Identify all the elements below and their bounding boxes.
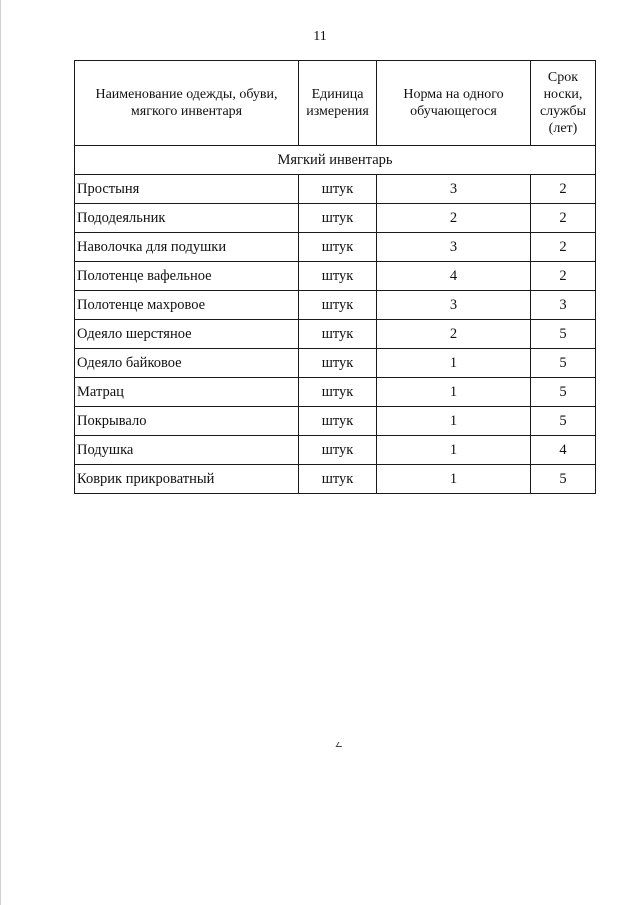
cell-unit: штук bbox=[299, 320, 377, 349]
table-row bbox=[75, 233, 596, 262]
cell-term: 4 bbox=[531, 436, 596, 465]
cell-unit: штук bbox=[299, 233, 377, 262]
cell-item-name: Покрывало bbox=[75, 407, 299, 436]
cell-unit: штук bbox=[299, 262, 377, 291]
cell-item-name: Подушка bbox=[75, 436, 299, 465]
cell-item-name: Пододеяльник bbox=[75, 204, 299, 233]
cell-norm: 1 bbox=[377, 349, 531, 378]
cell-item-name: Одеяло шерстяное bbox=[75, 320, 299, 349]
cell-norm: 3 bbox=[377, 175, 531, 204]
cell-term: 5 bbox=[531, 320, 596, 349]
cell-item-name: Матрац bbox=[75, 378, 299, 407]
header-term: Срок носки, службы (лет) bbox=[531, 61, 596, 146]
cell-item-name: Коврик прикроватный bbox=[75, 465, 299, 494]
cell-unit: штук bbox=[299, 407, 377, 436]
table-row bbox=[75, 465, 596, 494]
cell-term: 3 bbox=[531, 291, 596, 320]
table-body bbox=[75, 146, 596, 494]
header-row bbox=[75, 61, 596, 146]
cell-term: 5 bbox=[531, 349, 596, 378]
table-row bbox=[75, 407, 596, 436]
table-header bbox=[75, 61, 596, 146]
table-row bbox=[75, 436, 596, 465]
cell-item-name: Одеяло байковое bbox=[75, 349, 299, 378]
cell-term: 2 bbox=[531, 175, 596, 204]
cell-unit: штук bbox=[299, 175, 377, 204]
cell-norm: 1 bbox=[377, 465, 531, 494]
cell-unit: штук bbox=[299, 465, 377, 494]
cell-term: 5 bbox=[531, 378, 596, 407]
cell-term: 5 bbox=[531, 407, 596, 436]
cell-item-name: Полотенце махровое bbox=[75, 291, 299, 320]
cell-term: 2 bbox=[531, 262, 596, 291]
cell-term: 2 bbox=[531, 233, 596, 262]
cell-unit: штук bbox=[299, 436, 377, 465]
cell-unit: штук bbox=[299, 204, 377, 233]
table-row bbox=[75, 175, 596, 204]
table-row bbox=[75, 378, 596, 407]
cell-norm: 1 bbox=[377, 436, 531, 465]
page-number: 11 bbox=[313, 29, 327, 44]
table-row bbox=[75, 262, 596, 291]
cell-norm: 3 bbox=[377, 291, 531, 320]
cell-norm: 2 bbox=[377, 320, 531, 349]
cell-term: 2 bbox=[531, 204, 596, 233]
cell-unit: штук bbox=[299, 378, 377, 407]
cell-item-name: Простыня bbox=[75, 175, 299, 204]
section-title: Мягкий инвентарь bbox=[75, 146, 596, 175]
table-row bbox=[75, 204, 596, 233]
cell-item-name: Наволочка для подушки bbox=[75, 233, 299, 262]
cell-norm: 2 bbox=[377, 204, 531, 233]
cell-norm: 4 bbox=[377, 262, 531, 291]
header-norm: Норма на одного обучающегося bbox=[377, 61, 531, 146]
cell-unit: штук bbox=[299, 291, 377, 320]
section-row bbox=[75, 146, 596, 175]
cell-norm: 1 bbox=[377, 407, 531, 436]
cell-term: 5 bbox=[531, 465, 596, 494]
scan-mark bbox=[336, 742, 345, 747]
header-item-name: Наименование одежды, обуви, мягкого инвентаря bbox=[75, 61, 299, 146]
cell-norm: 3 bbox=[377, 233, 531, 262]
cell-unit: штук bbox=[299, 349, 377, 378]
table-row bbox=[75, 320, 596, 349]
norms-table bbox=[74, 60, 596, 494]
header-unit: Единица измерения bbox=[299, 61, 377, 146]
scan-left-edge bbox=[0, 0, 1, 905]
cell-norm: 1 bbox=[377, 378, 531, 407]
cell-item-name: Полотенце вафельное bbox=[75, 262, 299, 291]
table-row bbox=[75, 349, 596, 378]
table-row bbox=[75, 291, 596, 320]
